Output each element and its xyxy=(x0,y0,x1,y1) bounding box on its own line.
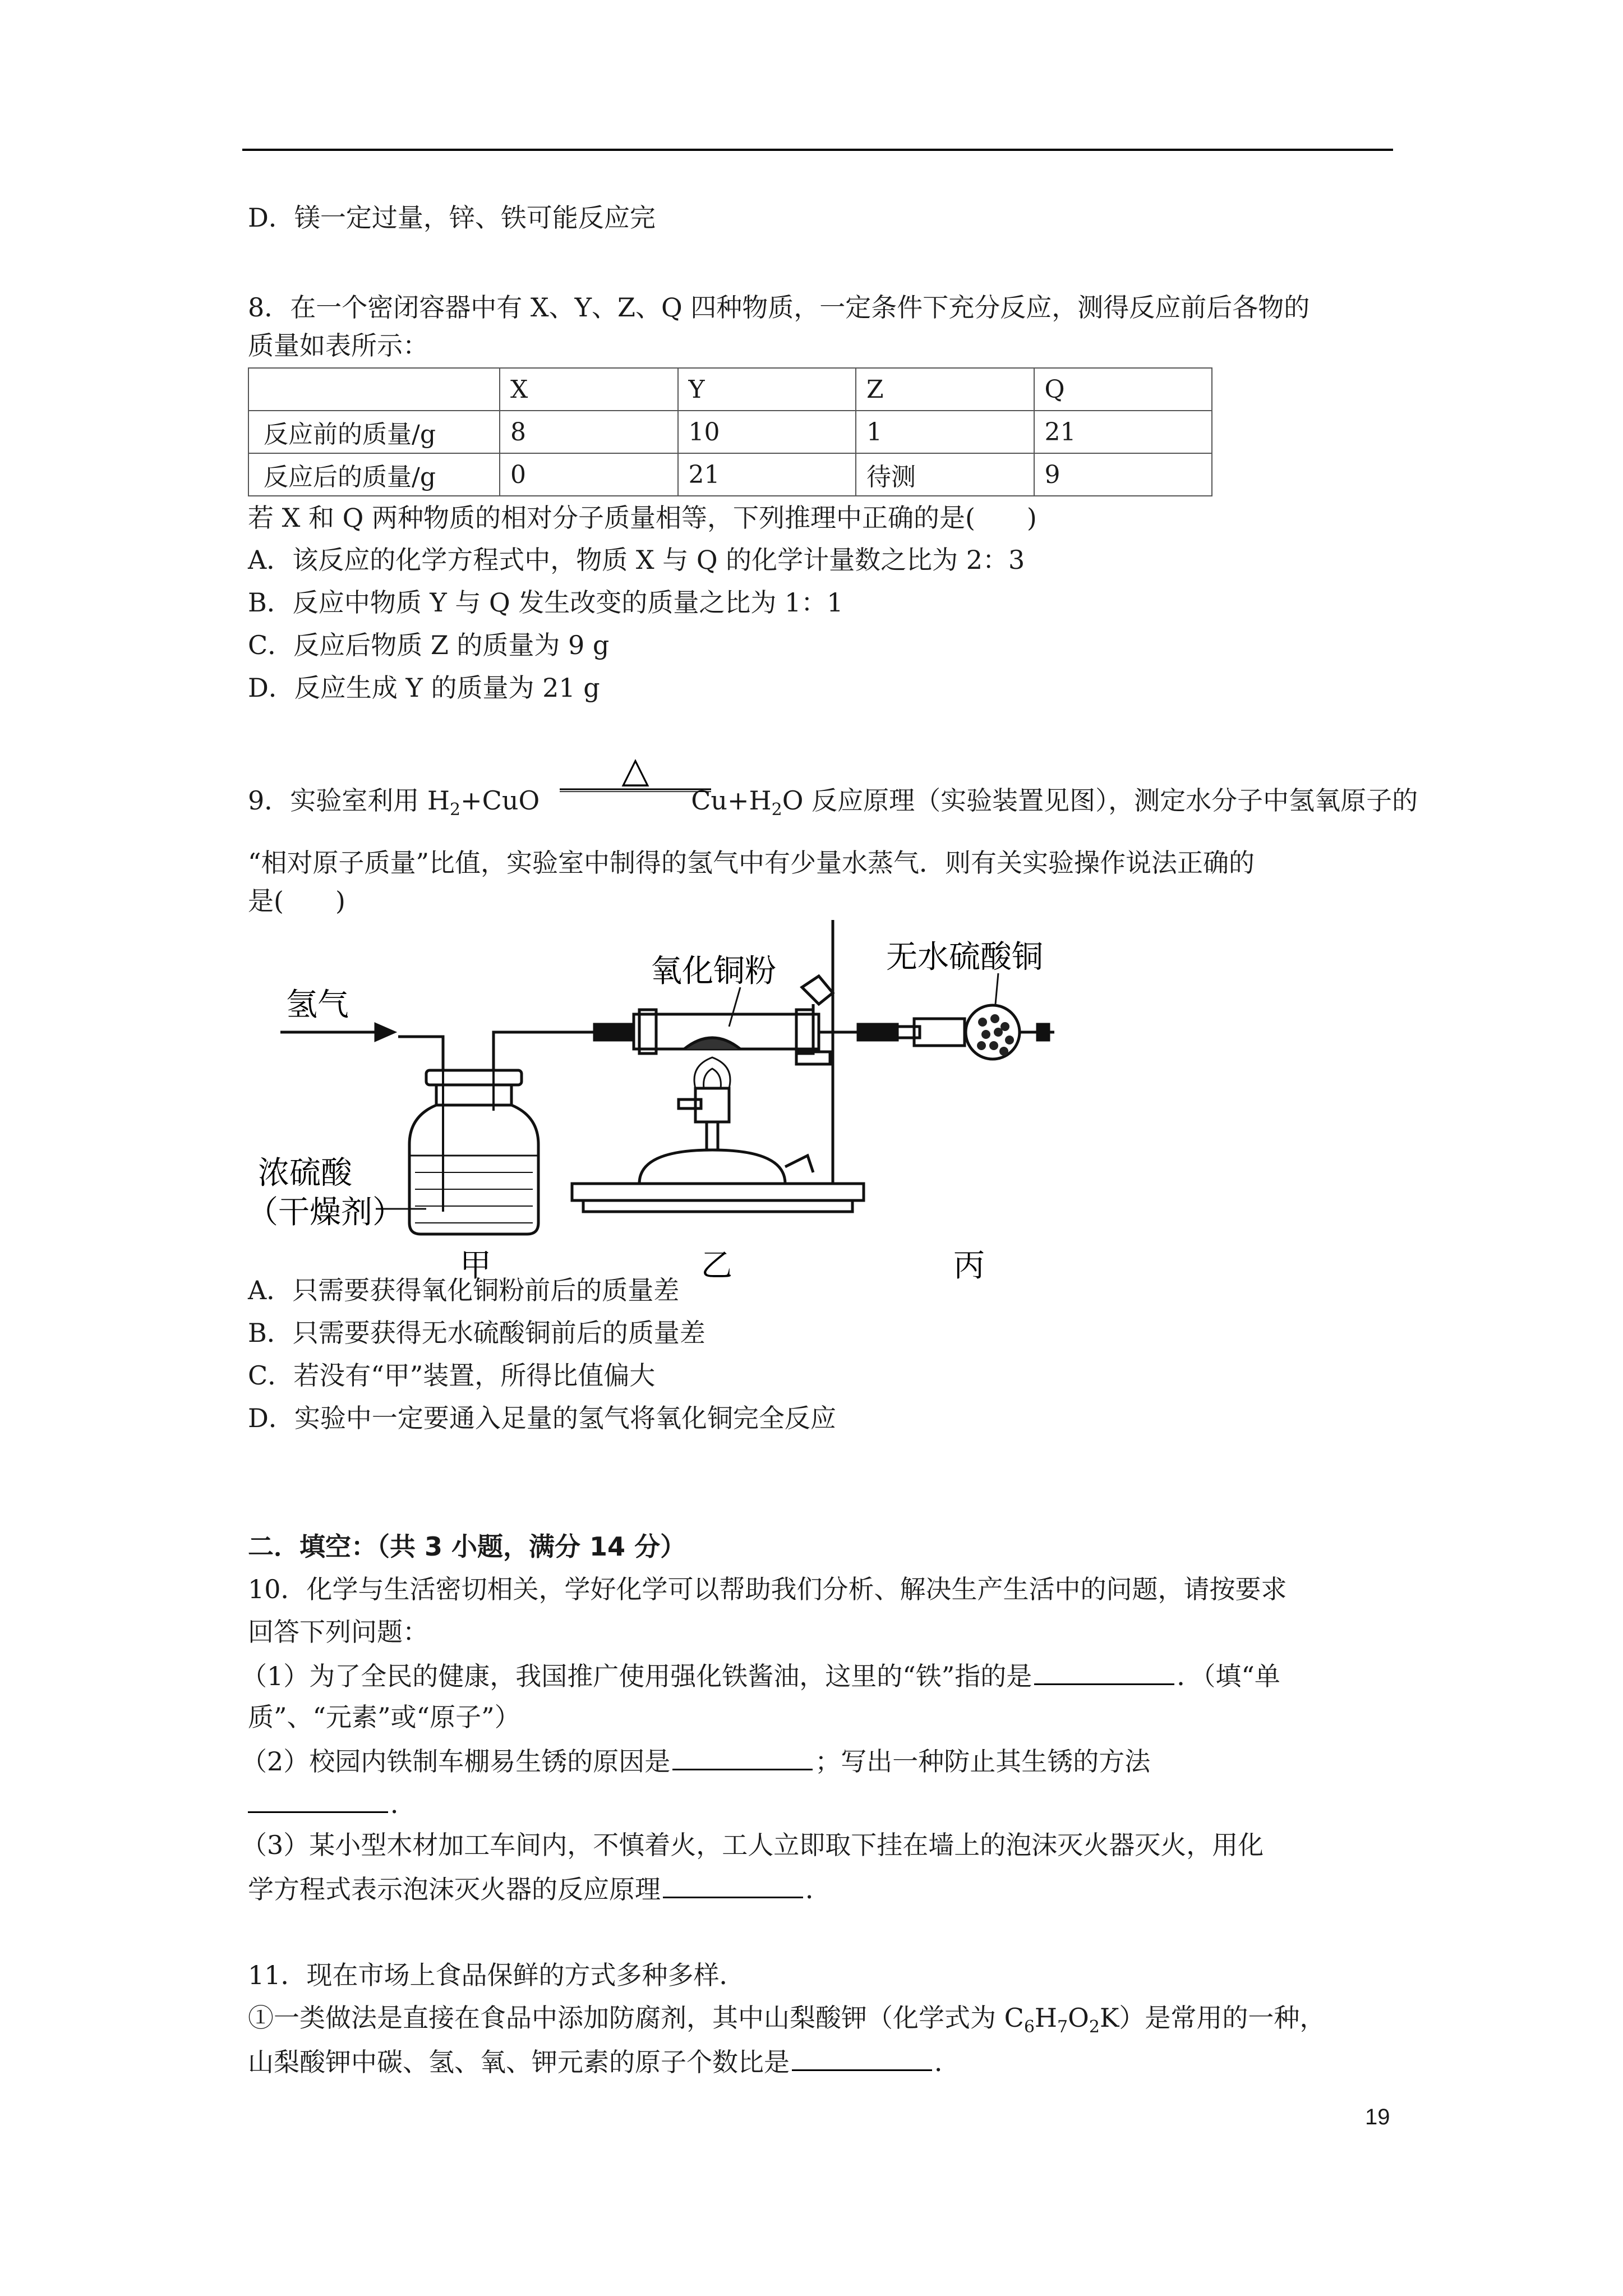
table-row xyxy=(248,453,1212,496)
q8-stem-line2: 质量如表所示： xyxy=(248,330,428,361)
heating-condition xyxy=(560,758,711,792)
table-cell: 1 xyxy=(856,411,1034,453)
q10-part2-cont-end: ． xyxy=(390,1789,416,1819)
q10-part2-end: ；写出一种防止其生锈的方法 xyxy=(815,1746,1151,1777)
q10-line1: 10．化学与生活密切相关，学好化学可以帮助我们分析、解决生产生活中的问题，请按要求 xyxy=(248,1574,1287,1604)
acid-label-line1: 浓硫酸 xyxy=(258,1155,352,1191)
header-rule xyxy=(242,149,1393,151)
q10-part2-cont xyxy=(248,1786,416,1821)
q9-line3: 是( ) xyxy=(248,886,345,916)
q9-line1 xyxy=(248,784,1418,827)
q9-product: Cu+H xyxy=(691,785,772,816)
subscript: 2 xyxy=(771,800,782,820)
q10-part3: （3）某小型木材加工车间内，不慎着火，工人立即取下挂在墙上的泡沫灭火器灭火，用化 xyxy=(241,1830,1264,1860)
cuso4-label: 无水硫酸铜 xyxy=(886,939,1043,976)
q10-part1 xyxy=(241,1658,1280,1693)
q10-part1-text: （1）为了全民的健康，我国推广使用强化铁酱油，这里的“铁”指的是 xyxy=(241,1661,1032,1691)
q7-option-d: D．镁一定过量，锌、铁可能反应完 xyxy=(248,203,656,233)
table-cell: 反应前的质量/g xyxy=(248,411,500,453)
subscript: 2 xyxy=(1089,2017,1100,2037)
answer-blank[interactable] xyxy=(248,1786,388,1813)
q11-line1: 11．现在市场上食品保鲜的方式多种多样． xyxy=(248,1960,745,1990)
table-cell: 21 xyxy=(1034,411,1212,453)
q9-option-b: B．只需要获得无水硫酸铜前后的质量差 xyxy=(248,1318,706,1348)
apparatus-jia-label: 甲 xyxy=(460,1248,491,1279)
acid-label-line2: （干燥剂） xyxy=(247,1194,404,1231)
q9-text-start: 9．实验室利用 H xyxy=(248,785,450,816)
table-cell: Q xyxy=(1034,368,1212,411)
table-cell: Y xyxy=(678,368,856,411)
q10-line2: 回答下列问题： xyxy=(248,1617,428,1647)
q10-part3-end: ． xyxy=(805,1874,831,1904)
table-cell: 21 xyxy=(678,453,856,496)
answer-blank[interactable] xyxy=(672,1743,813,1770)
q11-line2-end: K）是常用的一种， xyxy=(1099,2003,1326,2033)
q8-option-a: A．该反应的化学方程式中，物质 X 与 Q 的化学计量数之比为 2：3 xyxy=(248,545,1025,575)
q10-part3-cont xyxy=(248,1871,831,1906)
q9-line2: “相对原子质量”比值，实验室中制得的氢气中有少量水蒸气．则有关实验操作说法正确的 xyxy=(248,848,1255,878)
table-row xyxy=(248,411,1212,453)
subscript: 2 xyxy=(450,800,461,820)
table-cell: 8 xyxy=(500,411,678,453)
q9-option-a: A．只需要获得氧化铜粉前后的质量差 xyxy=(248,1275,680,1305)
page-number: 19 xyxy=(1365,2105,1390,2129)
delta-symbol: △ xyxy=(621,758,649,791)
q8-option-d: D．反应生成 Y 的质量为 21 g xyxy=(248,673,600,703)
q9-option-d: D．实验中一定要通入足量的氢气将氧化铜完全反应 xyxy=(248,1403,836,1433)
subscript: 7 xyxy=(1057,2017,1068,2037)
q10-part2 xyxy=(241,1743,1150,1778)
table-cell: 待测 xyxy=(856,453,1034,496)
q8-option-b: B．反应中物质 Y 与 Q 发生改变的质量之比为 1：1 xyxy=(248,587,843,618)
section-heading: 二．填空：（共 3 小题，满分 14 分） xyxy=(248,1531,686,1562)
q11-line3-end: ． xyxy=(934,2047,960,2077)
apparatus-bing-label: 丙 xyxy=(953,1248,985,1279)
subscript: 6 xyxy=(1023,2017,1035,2037)
table-cell: 反应后的质量/g xyxy=(248,453,500,496)
apparatus-yi-label: 乙 xyxy=(701,1248,732,1279)
table-header-row xyxy=(248,368,1212,411)
answer-blank[interactable] xyxy=(792,2044,932,2071)
table-cell: 9 xyxy=(1034,453,1212,496)
q8-question: 若 X 和 Q 两种物质的相对分子质量相等，下列推理中正确的是( ) xyxy=(248,503,1037,533)
table-cell: 0 xyxy=(500,453,678,496)
q10-part1-end: ．（填“单 xyxy=(1177,1661,1280,1691)
formula-element: O xyxy=(1068,2003,1089,2033)
mass-table xyxy=(248,367,1212,496)
q10-part3-text: 学方程式表示泡沫灭火器的反应原理 xyxy=(248,1874,661,1904)
answer-blank[interactable] xyxy=(663,1871,803,1898)
cuo-powder-label: 氧化铜粉 xyxy=(651,953,776,990)
q8-option-c: C．反应后物质 Z 的质量为 9 g xyxy=(248,630,610,660)
table-cell xyxy=(248,368,500,411)
q11-line3 xyxy=(248,2044,960,2079)
table-cell: X xyxy=(500,368,678,411)
q10-part2-text: （2）校园内铁制车棚易生锈的原因是 xyxy=(241,1746,671,1777)
table-cell: Z xyxy=(856,368,1034,411)
formula-element: H xyxy=(1034,2003,1058,2033)
q9-reactant: +CuO xyxy=(460,785,540,816)
apparatus-diagram xyxy=(247,920,1099,1279)
q8-stem-line1: 8．在一个密闭容器中有 X、Y、Z、Q 四种物质，一定条件下充分反应，测得反应前后各物的 xyxy=(248,292,1310,323)
q9-option-c: C．若没有“甲”装置，所得比值偏大 xyxy=(248,1360,656,1391)
q11-line2-text: ①一类做法是直接在食品中添加防腐剂，其中山梨酸钾（化学式为 C xyxy=(248,2003,1024,2033)
q11-line3-text: 山梨酸钾中碳、氢、氧、钾元素的原子个数比是 xyxy=(248,2047,790,2077)
q9-text-end: O 反应原理（实验装置见图），测定水分子中氢氧原子的 xyxy=(782,785,1418,816)
q11-line2 xyxy=(248,2001,1325,2044)
hydrogen-label: 氢气 xyxy=(286,987,349,1023)
q10-part1-cont: 质”、“元素”或“原子”） xyxy=(248,1702,520,1732)
table-cell: 10 xyxy=(678,411,856,453)
answer-blank[interactable] xyxy=(1034,1658,1174,1685)
